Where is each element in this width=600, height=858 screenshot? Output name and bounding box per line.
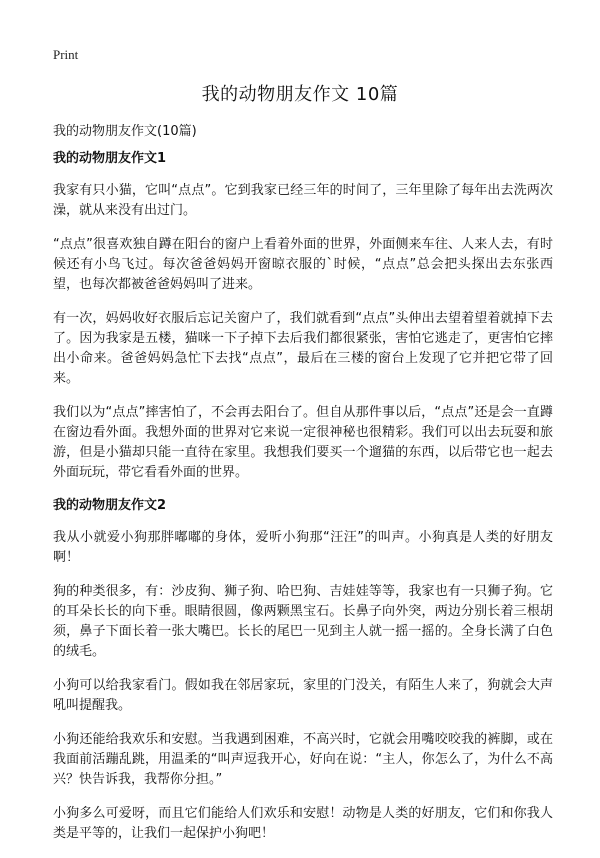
paragraph: 有一次，妈妈收好衣服后忘记关窗户了，我们就看到“点点”头伸出去望着望着就掉下去了。因为我家是五楼，猫咪一下子掉下去后我们都很紧张，害怕它逃走了，更害怕它摔出小命来。爸爸妈妈急忙下去找“点点”，最后在三楼的窗台上发现了它并把它带了回来。 (53, 311, 553, 386)
print-link[interactable]: Print (53, 47, 79, 62)
paragraph: “点点”很喜欢独自蹲在阳台的窗户上看着外面的世界，外面侧来车往、人来人去，有时候还有小鸟飞过。每次爸爸妈妈开窗晾衣服的`时候，“点点”总会把头探出去东张西望，也每次都被爸爸妈妈叫了进来。 (53, 237, 553, 292)
page-title: 我的动物朋友作文 10篇 (201, 84, 399, 105)
section-heading: 我的动物朋友作文2 (53, 498, 167, 513)
paragraph: 我从小就爱小狗那胖嘟嘟的身体，爱听小狗那“汪汪”的叫声。小狗真是人类的好朋友啊！ (53, 530, 553, 565)
paragraph: 我家有只小猫，它叫“点点”。它到我家已经三年的时间了，三年里除了每年出去洗两次澡，就从来没有出过门。 (53, 183, 553, 218)
paragraph: 小狗可以给我家看门。假如我在邻居家玩，家里的门没关，有陌生人来了，狗就会大声吼叫提醒我。 (53, 678, 553, 713)
section-heading: 我的动物朋友作文1 (53, 151, 167, 166)
article-body (53, 150, 553, 858)
document-subtitle: 我的动物朋友作文(10篇) (53, 124, 197, 139)
essay-section-1 (53, 150, 553, 483)
paragraph: 我们以为“点点”摔害怕了，不会再去阳台了。但自从那件事以后，“点点”还是会一直蹲在窗边看外面。我想外面的世界对它来说一定很神秘也很精彩。我们可以出去玩耍和旅游，但是小猫却只能一直待在家里。我想我们要买一个遛猫的东西，以后带它也一起去外面玩玩，带它看看外面的世界。 (53, 405, 553, 480)
essay-section-2 (53, 497, 553, 844)
paragraph: 狗的种类很多，有：沙皮狗、狮子狗、哈巴狗、吉娃娃等等，我家也有一只狮子狗。它的耳朵长长的向下垂。眼睛很圆，像两颗黑宝石。长鼻子向外突，两边分别长着三根胡须，鼻子下面长着一张大嘴巴。长长的尾巴一见到主人就一摇一摇的。全身长满了白色的绒毛。 (53, 584, 553, 659)
paragraph: 小狗多么可爱呀，而且它们能给人们欢乐和安慰！动物是人类的好朋友，它们和你我人类是平等的，让我们一起保护小狗吧！ (53, 806, 553, 841)
paragraph: 小狗还能给我欢乐和安慰。当我遇到困难，不高兴时，它就会用嘴咬咬我的裤脚，或在我面前活蹦乱跳，用温柔的“叫声逗我开心，好向在说：“主人，你怎么了，为什么不高兴？快告诉我，我帮你分担。” (53, 732, 553, 787)
